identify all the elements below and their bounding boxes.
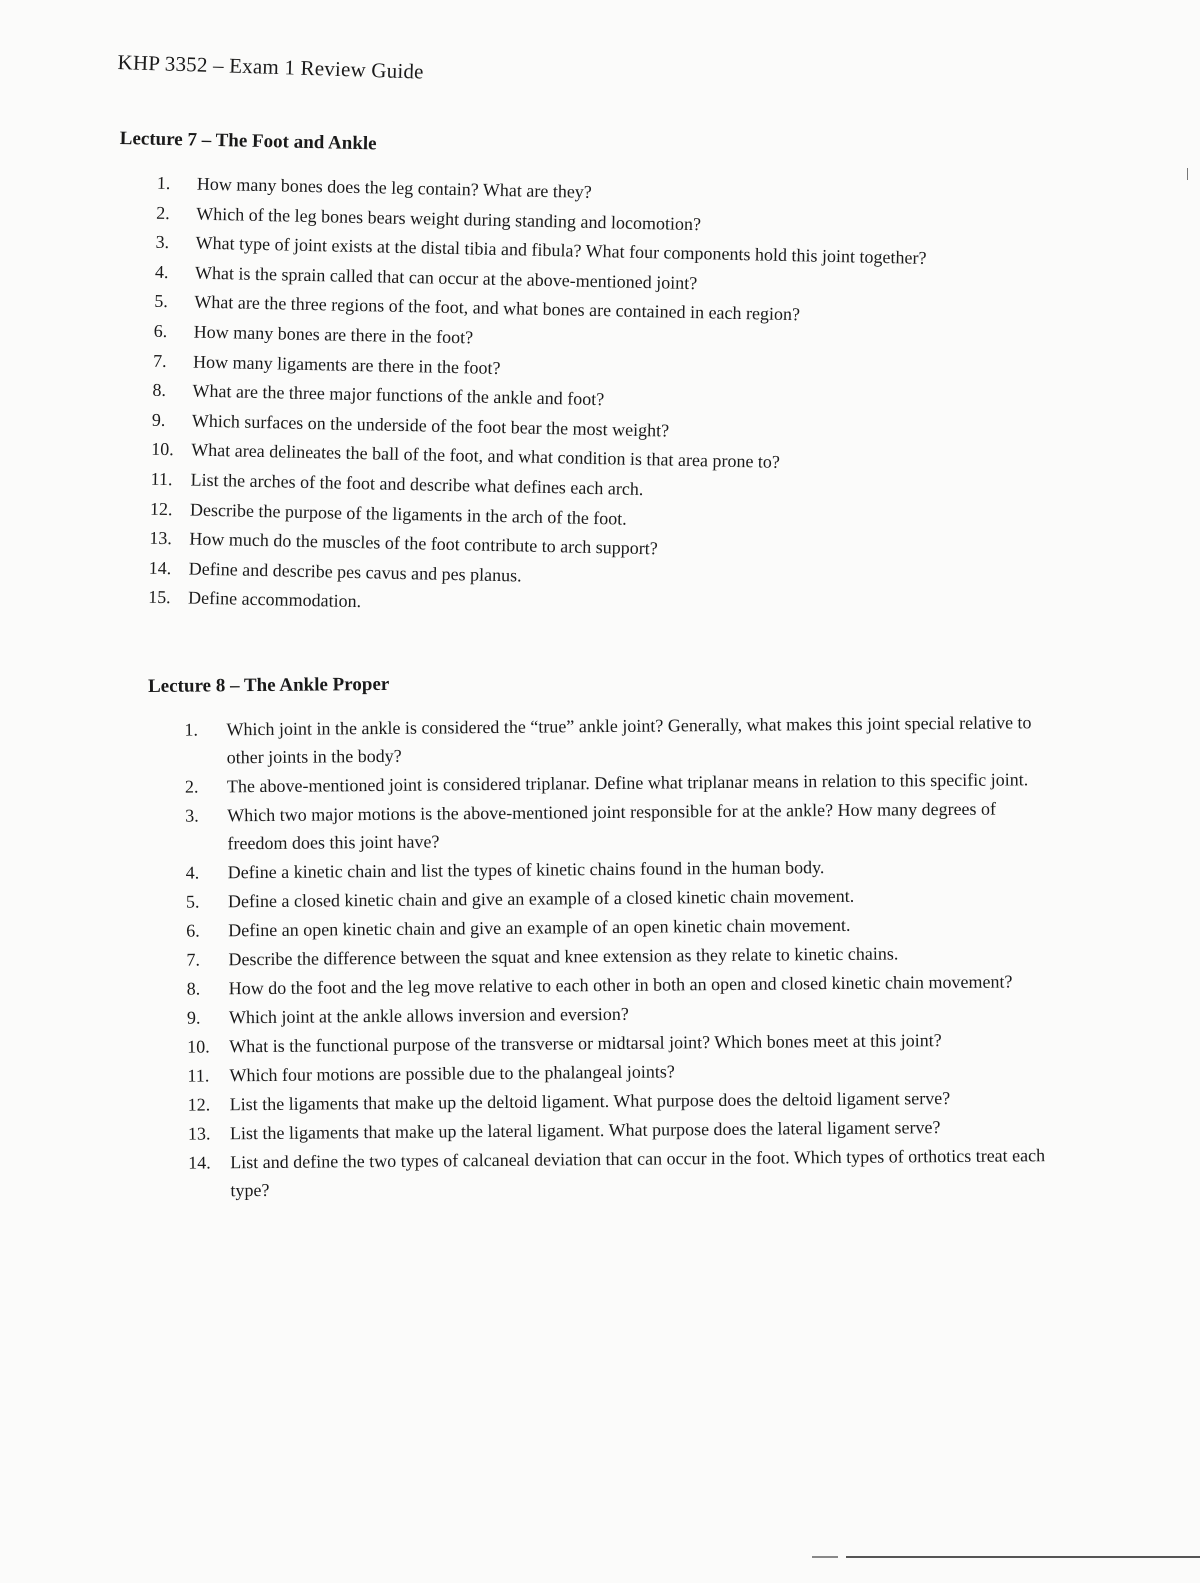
question-text: Define and describe pes cavus and pes planus. bbox=[188, 558, 522, 586]
question-text: What are the three major functions of the ankle and foot? bbox=[192, 380, 605, 410]
question-number: 6. bbox=[186, 920, 200, 941]
question-text: Define accommodation. bbox=[187, 587, 362, 612]
question-text: Define a closed kinetic chain and give an example of a closed kinetic chain movement. bbox=[227, 885, 855, 912]
question-text: How many bones does the leg contain? What are they? bbox=[196, 173, 593, 202]
question-text: Which two major motions is the above-mentioned joint responsible for at the ankle? How many degrees of freedom does this joint have? bbox=[227, 798, 997, 854]
question-text: What type of joint exists at the distal tibia and fibula? What four components hold this joint together? bbox=[195, 232, 927, 269]
question-text: What area delineates the ball of the foot, and what condition is that area prone to? bbox=[191, 439, 781, 473]
question-number: 7. bbox=[152, 350, 167, 371]
question-text: List and define the two types of calcaneal deviation that can occur in the foot. Which types of orthotics treat each type? bbox=[230, 1145, 1046, 1201]
question-number: 12. bbox=[187, 1094, 211, 1115]
document-title: KHP 3352 – Exam 1 Review Guide bbox=[117, 50, 425, 84]
question-number: 5. bbox=[185, 891, 200, 912]
question-number: 5. bbox=[154, 291, 169, 312]
question-number: 14. bbox=[188, 1152, 211, 1173]
question-number: 4. bbox=[154, 261, 169, 282]
question-text: How do the foot and the leg move relative to each other in both an open and closed kinetic chain movement? bbox=[228, 971, 1013, 999]
question-number: 7. bbox=[186, 949, 201, 970]
question-number: 2. bbox=[184, 776, 199, 797]
question-number: 11. bbox=[187, 1065, 210, 1086]
question-number: 2. bbox=[156, 202, 170, 223]
question-text: List the ligaments that make up the lateral ligament. What purpose does the lateral ligament serve? bbox=[229, 1117, 941, 1144]
question-item bbox=[184, 708, 1048, 772]
section-heading: Lecture 8 – The Ankle Proper bbox=[148, 673, 390, 697]
question-number: 11. bbox=[150, 468, 173, 490]
question-list bbox=[148, 171, 1059, 628]
question-number: 10. bbox=[151, 439, 174, 460]
question-number: 9. bbox=[151, 409, 166, 430]
question-text: List the arches of the foot and describe what defines each arch. bbox=[190, 469, 644, 499]
question-text: Which joint in the ankle is considered the “true” ankle joint? Generally, what makes this joint special relative to other joints in the body? bbox=[226, 712, 1032, 768]
question-number: 9. bbox=[186, 1007, 201, 1028]
question-text: Which four motions are possible due to the phalangeal joints? bbox=[229, 1061, 675, 1086]
question-item bbox=[185, 794, 1049, 858]
question-text: How much do the muscles of the foot contribute to arch support? bbox=[189, 528, 658, 559]
question-text: What are the three regions of the foot, and what bones are contained in each region? bbox=[194, 291, 801, 325]
section-lecture-8 bbox=[148, 668, 1053, 1206]
question-text: The above-mentioned joint is considered triplanar. Define what triplanar means in relation to this specific joint. bbox=[226, 769, 1029, 797]
question-text: Describe the purpose of the ligaments in the arch of the foot. bbox=[189, 499, 628, 529]
question-number: 13. bbox=[149, 527, 173, 549]
question-number: 3. bbox=[155, 231, 170, 253]
question-text: Which joint at the ankle allows inversion and eversion? bbox=[228, 1003, 629, 1028]
question-item bbox=[188, 1141, 1052, 1205]
question-text: What is the sprain called that can occur at the above-mentioned joint? bbox=[194, 262, 698, 293]
question-number: 6. bbox=[153, 320, 168, 342]
question-text: How many bones are there in the foot? bbox=[193, 321, 474, 348]
question-text: Describe the difference between the squat and knee extension as they relate to kinetic chains. bbox=[228, 943, 899, 970]
question-text: List the ligaments that make up the deltoid ligament. What purpose does the deltoid ligament serve? bbox=[229, 1088, 951, 1115]
question-number: 1. bbox=[184, 719, 199, 740]
scan-mark bbox=[1187, 168, 1188, 180]
question-text: What is the functional purpose of the transverse or midtarsal joint? Which bones meet at this joint? bbox=[229, 1030, 942, 1057]
question-text: Which surfaces on the underside of the foot bear the most weight? bbox=[191, 410, 670, 441]
question-text: How many ligaments are there in the foot? bbox=[192, 351, 501, 378]
question-number: 12. bbox=[149, 498, 173, 519]
question-number: 8. bbox=[186, 978, 201, 999]
question-number: 8. bbox=[152, 379, 167, 401]
question-number: 4. bbox=[185, 862, 200, 883]
question-number: 10. bbox=[187, 1036, 210, 1057]
question-text: Define an open kinetic chain and give an example of an open kinetic chain movement. bbox=[228, 914, 851, 941]
question-number: 14. bbox=[148, 557, 172, 578]
question-text: Which of the leg bones bears weight during standing and locomotion? bbox=[196, 203, 702, 234]
section-lecture-7 bbox=[110, 128, 1060, 633]
question-text: Define a kinetic chain and list the types of kinetic chains found in the human body. bbox=[227, 857, 825, 883]
page-edge-line bbox=[812, 1556, 1200, 1558]
question-list bbox=[184, 708, 1052, 1205]
question-number: 13. bbox=[187, 1123, 211, 1144]
question-number: 1. bbox=[156, 172, 171, 194]
section-heading: Lecture 7 – The Foot and Ankle bbox=[119, 128, 377, 155]
question-number: 3. bbox=[185, 805, 199, 826]
question-number: 15. bbox=[147, 587, 171, 608]
